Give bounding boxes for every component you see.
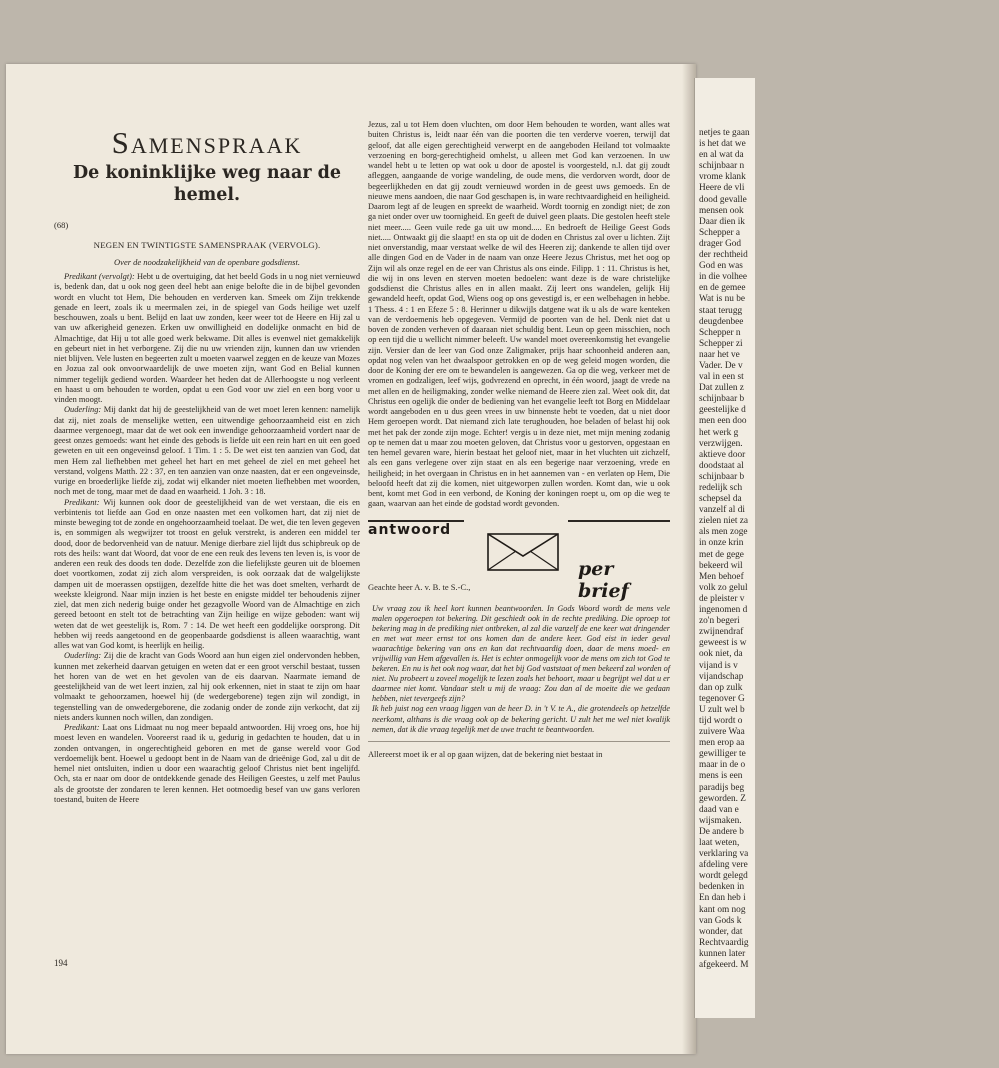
next-page-line: afgekeerd. M <box>699 960 749 971</box>
next-page-line: dood gevalle <box>699 194 747 205</box>
next-page-line: redelijk sch <box>699 483 743 493</box>
next-page-line: wonder, dat <box>699 926 743 937</box>
letter-question <box>368 604 670 735</box>
next-page-line: netjes te gaan <box>699 128 750 138</box>
next-page-line: vanzelf al di <box>699 505 745 516</box>
page-subtitle: De koninklijke weg naar de hemel. <box>72 163 341 205</box>
next-page-line: vijandschap <box>699 671 744 682</box>
next-page-line: geworden. Z <box>699 793 746 804</box>
next-page-line: mens is een <box>699 771 743 782</box>
speaker-text: Laat ons Lidmaat nu nog meer bepaald antwoorden. Hij vroeg ons, hoe hij moest leven en wandelen. Vooreerst raad ik u, gedurig in gedachten te houden, dat u in zonden ontvangen, in ongerechtigheid geboren en met de ganse wereld voor God verdoemelijk bent. Hoewel u gedoopt bent in de Naam van de drieënige God, zal u dit de hemel niet ontsluiten, indien u door een waarachtig geloof Christus niet bent ingelijfd. Och, sta er naar om door de ontdekkende genade des Heiligen Geestes, u zelf met Paulus als de grootste der zondaren te leren kennen. Het ootmoedig besef van uw gans verloren toestand, buiten de Heere <box>54 723 360 804</box>
next-page-line: val in een st <box>699 372 744 383</box>
next-page-line: bedenken in <box>699 882 745 893</box>
next-page-line: dan op zulk <box>699 682 743 693</box>
next-page-line: schepsel da <box>699 494 742 505</box>
next-page-line: Schepper a <box>699 227 741 238</box>
dialogue-text <box>54 272 360 805</box>
next-page-line: schijnbaar b <box>699 394 745 405</box>
banner-per-brief: per brief <box>578 557 629 602</box>
next-page-line: Rechtvaardig <box>699 937 749 948</box>
next-page-line: bekeerd wil <box>699 560 743 571</box>
banner-antwoord: antwoord <box>368 521 452 538</box>
next-page-line: in onze krin <box>699 538 744 549</box>
next-page-line: met de gege <box>699 549 744 560</box>
next-page-line: en al wat da <box>699 150 744 161</box>
next-page-line: en de gemee <box>699 283 746 294</box>
dialogue-paragraph <box>54 405 360 497</box>
next-page-line: geestelijke d <box>699 405 746 416</box>
speaker-text: Hebt u de overtuiging, dat het beeld Gods in u nog niet vernieuwd is, bedenk dan, dat u ook nog geen deel hebt aan enige belofte die in de bijbel gevonden wordt en vlucht tot Hem, Die behouden en verderven kan. Smeek om Zijn trekkende genade en leert, zoals ik u meermalen zei, in de spiegel van Gods heilige wet uzelf beschouwen, zoals u bent. Belijd en laat uw zonden, keer weer tot de Heere en Hij zal u van uw afkerigheid genezen. Erken uw onwilligheid en dodelijke onmacht en bid de Almachtige, dat Hij u tot alle goed werk bekwame. Dit alles is evenwel niet gemakkelijk en gebeurt niet in het verborgene. Zij die nu uw vrienden zijn, kunnen dan uw vrienden niet blijven. Vele lusten en begeerten zult u moeten vaarwel zeggen en de keuze van Mozes en Jozua zal ook onvoorwaardelijk de uwe moeten zijn, want God en Belial kunnen nimmer tegelijk gediend worden. Waardeer het heden dat de Allerhoogste u nog verleent en haast u om behouden te worden, opdat u een God voor uw ziel en een borg voor u vinden moogt. <box>54 272 361 404</box>
next-page-line: men een doo <box>699 416 747 427</box>
next-page-line: En dan heb i <box>699 893 746 904</box>
next-page-line: wijsmaken. <box>699 815 742 826</box>
page-title: Samenspraak <box>111 125 303 160</box>
next-page-line: geweest is w <box>699 638 747 649</box>
next-page-line: mensen ook <box>699 205 744 216</box>
next-page-line: vrome klank <box>699 172 746 183</box>
next-page-line: van Gods k <box>699 915 742 926</box>
next-page-line: doodstaat al <box>699 460 744 471</box>
next-page-line: kunnen later <box>699 948 746 959</box>
next-page-line: zuivere Waa <box>699 727 745 738</box>
letter-salutation: Geachte heer A. v. B. te S.-C., <box>368 581 471 592</box>
speaker-text: Zij die de kracht van Gods Woord aan hun eigen ziel ondervonden hebben, kunnen met zekerheid daarvan getuigen en weten dat er een groot verschil bestaat, tussen het horen van de wet en het gevolen van de eis daarvan. Naarmate iemand de geestelijkheid van de wet leert inzien, zal hij ook erkennen, niet in staat te zijn om haar volmaakt te gehoorzamen, hoewel hij (de wedergeborene) tegen zijn wil zondigt, in tegenstelling van de onwedergeborene, die zodanig onder de zonde zijn verkocht, dat zij niets anders kunnen noch willen, dan zondigen. <box>54 651 361 722</box>
next-page-line: gewilliger te <box>699 749 746 760</box>
next-page-line: de pleister v <box>699 593 745 604</box>
next-page-line: Daar dien ik <box>699 216 745 227</box>
left-column <box>54 118 360 805</box>
next-page-line: Schepper n <box>699 327 741 338</box>
next-page-line: vijand is v <box>699 660 738 671</box>
next-page-column <box>699 128 999 971</box>
speaker-label: Predikant: <box>64 497 100 507</box>
next-page-line: aktieve door <box>699 449 746 460</box>
next-page-line: Dat zullen z <box>699 383 744 394</box>
antwoord-per-brief-banner <box>368 518 670 602</box>
issue-number: (68) <box>54 220 69 230</box>
next-page-line: deugdenbee <box>699 316 744 327</box>
speaker-label: Predikant: <box>64 723 100 732</box>
next-page-line: verklaring va <box>699 849 749 860</box>
dialogue-continued <box>368 120 670 510</box>
next-page-line: Wat is nu be <box>699 294 745 305</box>
next-page-line: U zult wel b <box>699 704 745 715</box>
next-page-line: zwijnendraf <box>699 627 744 638</box>
next-page-line: wordt gelegd <box>699 871 748 882</box>
next-page-line: verzwijgen. <box>699 438 743 449</box>
dialogue-paragraph <box>54 272 360 405</box>
next-page-line: is het dat we <box>699 139 746 150</box>
dialogue-paragraph <box>54 723 360 805</box>
next-page-line: volk zo gelul <box>699 582 748 593</box>
next-page-line: het werk g <box>699 427 739 438</box>
letter-divider <box>368 741 670 742</box>
next-page-line: tegenover G <box>699 693 745 704</box>
next-page-line: der rechtheid <box>699 250 748 261</box>
dialogue-paragraph <box>54 498 360 652</box>
next-page-line: kant om nog <box>699 904 746 915</box>
speaker-text: Mij dankt dat hij de geestelijkheid van de wet moet leren kennen: namelijk dat zij, niet zoals de menselijke wetten, een uitwendige gehoorzaamheid eist en zich daarmee vergenoegt, maar dat de wet ook een inwendige gehoorzaamheid vordert naar de geest onzes gemoeds: want het einde des gebods is liefde uit een rein hart en uit een goed geweten en uit een ongeveinsd geloof. 1 Tim. 1 : 5. De wet eist ten aanzien van God, dat men Hem zal liefhebben met geheel het hart en met geheel de ziel en met geheel het verstand, volgens Matth. 22 : 37, en ten aanzien van onze naasten, dat er een ongeveinsde, vurige en broederlijke liefde zij, zodat wij elkander niet moeten liefhebben met woorden, noch met de tong, maar met de daad en waarheid. 1 Joh. 3 : 18. <box>54 405 361 497</box>
next-page-line: Heere de vli <box>699 183 745 194</box>
next-page-line: staat terugg <box>699 305 743 316</box>
next-page-line: ook niet, da <box>699 649 743 660</box>
next-page-line: zo'n begeri <box>699 616 740 627</box>
speaker-label: Ouderling: <box>64 405 102 415</box>
dialogue-paragraph <box>54 651 360 723</box>
next-page-line: naar het ve <box>699 349 740 360</box>
letter-paragraph: Uw vraag zou ik heel kort kunnen beantwoorden. In Gods Woord wordt de mens vele malen opgeroepen tot bekering. Dit geschiedt ook in de rechte prediking. Die oproep tot bekering mag in de prediking niet ontbreken, al zal die vanzelf de ene keer wat dringender en met wat meer ernst tot ons komen dan de andere keer. God eist in ieder geval waarachtige bekering van ons en kan dat rechtvaardig doen, daar de mens moed- en vrijwillig van Hem afgevallen is. Het is echter onmogelijk voor de mens om zich tot God te bekeren. En nu is het ook nog waar, dat het bij God vaststaat of men bekeerd zal worden of niet. Nu probeert u zoveel mogelijk te lezen zoals het behoort, maar u begrijpt wel dat u er daarmee niet komt. Vandaar stelt u mij de vraag: Zou dan al de moeite die we gedaan hebben, niet tevergeefs zijn? <box>372 603 670 704</box>
next-page-line: Schepper zi <box>699 338 743 349</box>
letter-paragraph: Ik heb juist nog een vraag liggen van de heer D. in 't V. te A., die grotendeels op hetzelfde neerkomt, althans is die vraag ook op de bekering gericht. U zult het me wel niet kwalijk nemen, dat ik die vraag tegelijk met de uwe tracht te beantwoorden. <box>372 704 670 734</box>
next-page-line: De andere b <box>699 826 744 837</box>
banner-rule-right <box>568 520 670 522</box>
next-page-edge <box>694 78 755 1018</box>
next-page-line: schijnbaar n <box>699 161 745 172</box>
dialogue-paragraph: Jezus, zal u tot Hem doen vluchten, om door Hem behouden te worden, want alles wat buiten Christus is, leidt naar één van die poorten die ten verderve voeren, terwijl dat geloof, dat alle eigen gerechtigheid verwerpt en de aangeboden Heiland tot volmaakte verzoening en borg-gerechtigheid omhelst, u alleen met God kan verzoenen. In uw wandel hebt u te letten op wat ook u door de apostel is voorgesteld, n.l. dat gij zoudt afleggen, aangaande de vorige wandeling, de oude mens, die verdorven wordt, door de begeerlijkheden en dat gij zoudt vernieuwd worden in de geest uws gemoeds. En de nieuwe mens aandoen, die naar God geschapen is, in ware rechtvaardigheid en heiligheid. Daarom legt af de leugen en spreekt de waarheid. Wordt toornig en zondigt niet; de zon ga niet onder over uw toornigheid. En geeft de duivel geen plaats. Die gestolen heeft stele niet meer..... Geen vuile rede ga uit uw mond..... En bedroeft de Heilige Geest Gods niet..... Ontwaakt gij die slaapt! en sta op uit de doden en Christus zal over u lichten. Zijt niet onverstandig, maar verstaat welke de wil des Heeren zij; dankende te allen tijd over alle dingen God en de Vader in de naam van onze Heere Jezus Christus, met het oog op Zijn wil als onze regel en de eer van Christus als ons einde. Filipp. 1 : 11. Christus is het, die wij in ons leven en sterven moeten bedoelen: want deze is de ware christelijke godsdienst die Christus alles en in allen maakt. Zij leert ons wandelen, gelijk Hij gewandeld heeft, opdat God, Wiens oog op ons gevestigd is, er een welbehagen in hebbe. 1 Thess. 4 : 1 en Efeze 5 : 8. Herinner u dikwijls datgene wat ik u als de ware kenteken van de verdoemenis heb opgegeven. Vermijd de poorten van de hel. Denk niet dat u boven de zonden verheven of daaraan niet schuldig bent. Leun op geen misschien, noch op een tijd die u wellicht nimmer beleeft. Uw wandel moet overeenkomstig het evangelie zijn. Versier dan de leer van God onze Zaligmaker, prijs haar schoonheid anderen aan, opdat nog velen van het dwaalspoor getrokken en op de weg geleid mogen worden, die door de Koning der ere om te bewandelen is aangewezen. Ga op die weg, verkeer met de vromen en godzaligen, leef wijs, godvrezend en oprecht, in één woord, jaagt de vrede na met allen en de heiligmaking, zonder welke niemand de Heere zien zal. Weet ook dit, dat Christus een ogelijk die onder de bediening van het evangelie leeft tot Borg en Middelaar wordt aangeboden en u dus geen vrees in uw binnenste hebt te voeden, dat u niet door Hem geroepen wordt. Dat niemand zich late terughouden, hoe beladen of belast hij ook met het pak der zonde zijn moge. Echter! vergis u in deze niet, met mijn mening zodanig op te nemen dat u maar zou moeten geloven, dat Christus voor u gestorven, opgestaan en ten hemel gevaren ware, hierin bestaat het geloof niet, maar in het vluchten uit zichzelf, als een gans verlegene over zijn staat en als een begerige naar verzoening, vrede en heiligheid; in het overgaan in Christus en in het aannemen van - en verlaten op Hem, Die beloofd heeft dat zij die komen, niet uitgeworpen zullen worden. Komt dan, wie u ook bent, komt met God in een verbond, de Koning der koningen roept u, om op die weg te gaan, waarvan aan het einde de godstad wordt gevonden. <box>368 120 670 509</box>
next-page-line: als men zoge <box>699 527 748 538</box>
next-page-line: maar in de o <box>699 760 746 771</box>
speaker-label: Ouderling: <box>64 651 102 661</box>
next-page-line: drager God <box>699 238 742 249</box>
next-page-line: paradijs beg <box>699 782 745 793</box>
right-column <box>368 120 670 760</box>
next-page-line: tijd wordt o <box>699 715 743 726</box>
next-page-line: men erop aa <box>699 738 745 749</box>
next-page-line: in die volhee <box>699 272 748 283</box>
next-page-line: ingenomen d <box>699 605 748 616</box>
next-page-line: schijnbaar b <box>699 471 745 482</box>
envelope-icon <box>486 524 572 572</box>
next-page-line: daad van e <box>699 804 739 815</box>
next-page-line: Vader. De v <box>699 360 743 371</box>
topic-line: Over de noodzakelijkheid van de openbare godsdienst. <box>114 257 300 267</box>
speaker-label: Predikant (vervolgt): <box>64 272 135 281</box>
next-page-line: zielen niet za <box>699 516 749 527</box>
section-heading: NEGEN EN TWINTIGSTE SAMENSPRAAK (VERVOLG). <box>93 240 321 250</box>
page-number: 194 <box>54 958 68 968</box>
next-page-line: Men behoef <box>699 571 744 582</box>
speaker-text: Wij kunnen ook door de geestelijkheid van de wet verstaan, die eis en verbintenis tot liefde aan God en onze naasten met een volkomen hart, dat zij niet de minste beweging tot de zonde en ongehoorzaamheid toelaat. De wet, die ten leven gegeven is, en sommigen als wegwijzer tot troost en geluk verstrekt, is anderen een middel ter dood, door de bedorvenheid van de natuur. Menige dierbare ziel lijdt dus schipbreuk op de rots des heils: want dat Woord, dat voor de ene een reuk des levens ten leven is, is voor de anderen een reuk des doods ten dode. Dezelfde zon die liefelijkste geuren uit de bloemen doet voortkomen, zodat zij zich alom verspreiden, is ook oorzaak dat de walgelijkste dampen uit de moerassen opstijgen, dezelfde hitte die het was doet smelten, verhardt de weekste kleigrond. Naar mijn inzien is het beste en enigste middel ter behoudenis zijner ziel, dat men zich nederig buige onder het gezagvolle Woord van de Almachtige en zich gereed betoont en stelt tot de betrachting van Zijn heilige en wijze geboden: want wij weten dat de wet geestelijk is, Rom. 7 : 14. De wet heeft een goddelijke oorsprong. Dit hebben wij reeds aangetoond en de geopenbaarde godsdienst is alleen waarachtig, want alles wat van God komt, is heerlijk en heilig. <box>54 497 360 650</box>
next-page-line: laat weten, <box>699 838 740 848</box>
letter-answer-start: Allereerst moet ik er al op gaan wijzen, dat de bekering niet bestaat in <box>368 749 603 759</box>
next-page-line: God en was <box>699 261 743 272</box>
next-page-line: afdeling vere <box>699 860 748 871</box>
